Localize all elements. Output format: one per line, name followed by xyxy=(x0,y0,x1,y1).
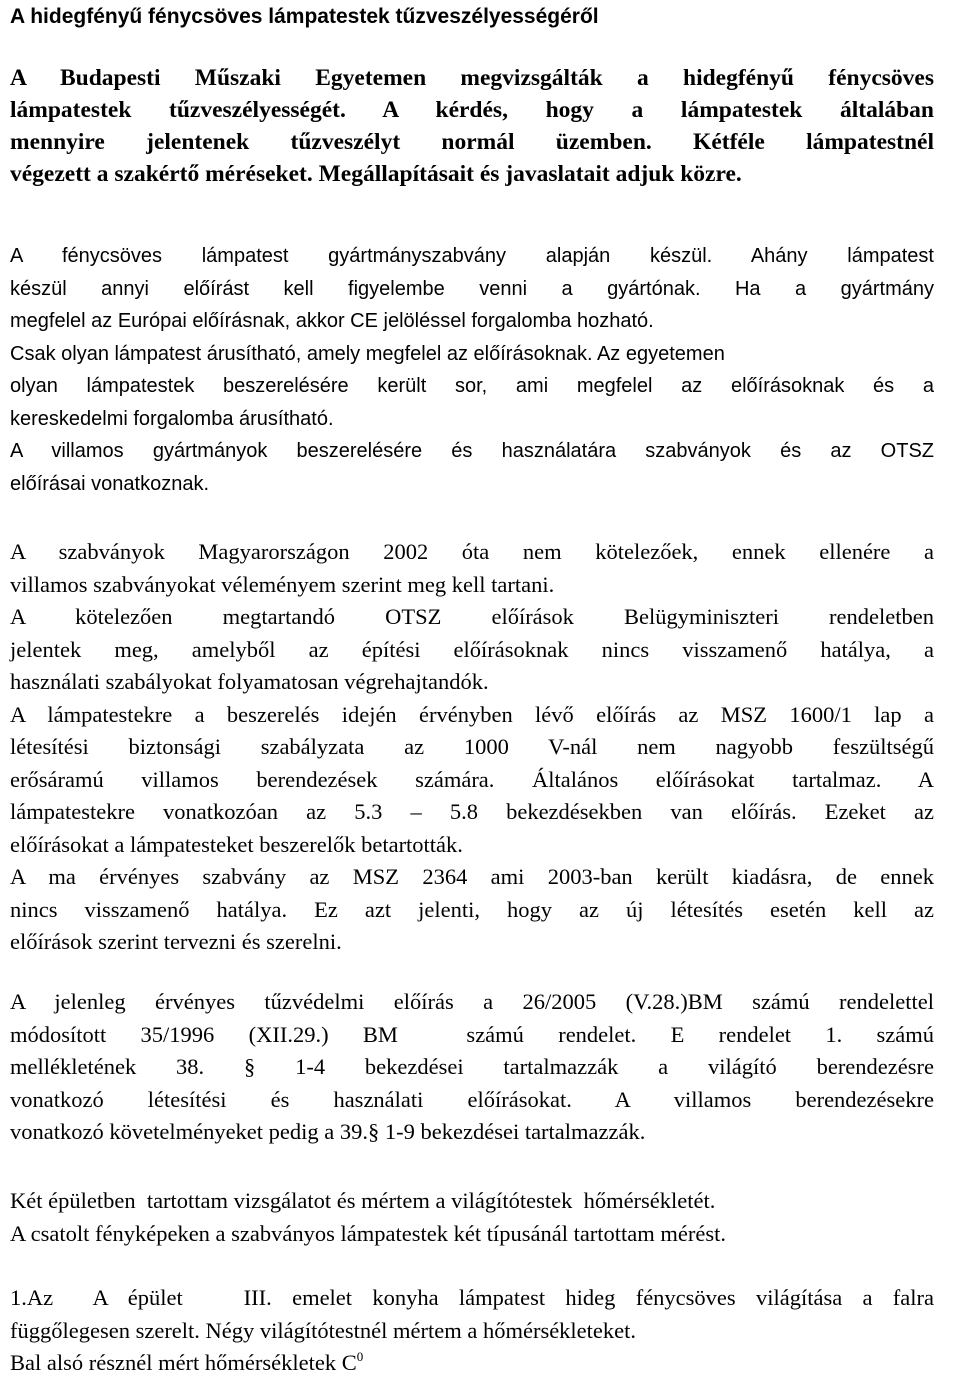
text-line: módosított 35/1996 (XII.29.) BM számú rendelet. E rendelet 1. számú xyxy=(10,1021,934,1047)
text-line: használati szabályokat folyamatosan végrehajtandók. xyxy=(10,669,489,694)
text-line: készül annyi előírást kell figyelembe venni a gyártónak. Ha a gyártmány xyxy=(10,277,934,300)
text-line: erősáramú villamos berendezések számára. Általános előírásokat tartalmaz. A xyxy=(10,766,934,792)
text-line: végezett a szakértő méréseket. Megállapításait és javaslatait adjuk közre. xyxy=(10,161,742,187)
text-line: mennyire jelentenek tűzveszélyt normál üzemben. Kétféle lámpatestnél xyxy=(10,129,934,155)
measurement-intro-paragraph xyxy=(10,1185,934,1250)
text-line: olyan lámpatestek beszerelésére került sor, ami megfelel az előírásoknak és a xyxy=(10,375,934,397)
degree-superscript: 0 xyxy=(356,1349,364,1364)
text-line: nincs visszamenő hatálya. Ez azt jelenti, hogy az új létesítés esetén kell az xyxy=(10,896,934,922)
text-line: A jelenleg érvényes tűzvédelmi előírás a 26/2005 (V.28.)BM számú rendelettel xyxy=(10,989,934,1014)
text-line: A fénycsöves lámpatest gyártmányszabvány alapján készül. Ahány lámpatest xyxy=(10,245,934,267)
text-line: kereskedelmi forgalomba árusítható. xyxy=(10,407,334,430)
text-line: előírások szerint tervezni és szerelni. xyxy=(10,929,342,954)
text-line: mellékletének 38. § 1-4 bekezdései tartalmazzák a világító berendezésre xyxy=(10,1054,934,1079)
text-line: A Budapesti Műszaki Egyetemen megvizsgálták a hidegfényű fénycsöves xyxy=(10,65,934,91)
text-line: 1.Az A épület III. emelet konyha lámpatest hideg fénycsöves világítása a falra xyxy=(10,1285,934,1310)
text-line: A lámpatestekre a beszerelés idején érvényben lévő előírás az MSZ 1600/1 lap a xyxy=(10,701,934,727)
text-line: A villamos gyártmányok beszerelésére és használatára szabványok és az OTSZ xyxy=(10,440,934,462)
measurement-paragraph xyxy=(10,1282,934,1380)
temperature-label: Bal alsó résznél mért hőmérsékletek C xyxy=(10,1350,357,1375)
text-line: A szabványok Magyarországon 2002 óta nem kötelezőek, ennek ellenére a xyxy=(10,539,934,564)
text-line: előírásokat a lámpatesteket beszerelők betartották. xyxy=(10,831,463,857)
text-line: lámpatestek tűzveszélyességét. A kérdés, hogy a lámpatestek általában xyxy=(10,97,934,123)
text-line: Csak olyan lámpatest árusítható, amely megfelel az előírásoknak. Az egyetemen xyxy=(10,342,725,365)
text-line: Két épületben tartottam vizsgálatot és mértem a világítótestek hőmérsékletét. xyxy=(10,1188,716,1213)
text-line: A csatolt fényképeken a szabványos lámpatestek két típusánál tartottam mérést. xyxy=(10,1220,727,1246)
text-line: villamos szabványokat véleményem szerint meg kell tartani. xyxy=(10,571,555,597)
regulations-paragraph xyxy=(10,536,934,959)
text-line: megfelel az Európai előírásnak, akkor CE jelöléssel forgalomba hozható. xyxy=(10,310,654,332)
text-line: függőlegesen szerelt. Négy világítótestnél mértem a hőmérsékleteket. xyxy=(10,1317,637,1343)
text-line: jelentek meg, amelyből az építési előírásoknak nincs visszamenő hatálya, a xyxy=(10,636,934,662)
fire-regulation-paragraph xyxy=(10,986,934,1149)
text-line: vonatkozó követelményeket pedig a 39.§ 1-9 bekezdései tartalmazzák. xyxy=(10,1119,646,1144)
text-line: létesítési biztonsági szabályzata az 1000 V-nál nem nagyobb feszültségű xyxy=(10,734,934,759)
text-line: A kötelezően megtartandó OTSZ előírások Belügyminiszteri rendeletben xyxy=(10,604,934,629)
text-line: vonatkozó létesítési és használati előírásokat. A villamos berendezésekre xyxy=(10,1086,934,1112)
text-line: lámpatestekre vonatkozóan az 5.3 – 5.8 bekezdésekben van előírás. Ezeket az xyxy=(10,799,934,824)
text-line: előírásai vonatkoznak. xyxy=(10,472,210,495)
document-title: A hidegfényű fénycsöves lámpatestek tűzveszélyességéről xyxy=(10,5,599,28)
standards-paragraph xyxy=(10,240,934,500)
text-line: A ma érvényes szabvány az MSZ 2364 ami 2003-ban került kiadásra, de ennek xyxy=(10,864,934,889)
intro-paragraph xyxy=(10,62,934,190)
